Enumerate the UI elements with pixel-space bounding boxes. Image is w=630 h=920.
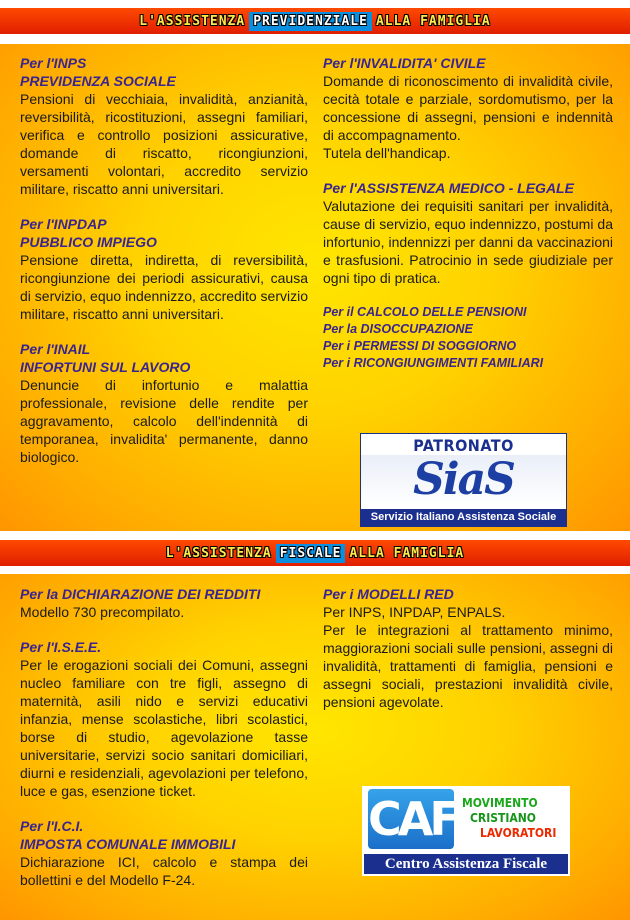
inps-body: Pensioni di vecchiaia, invalidità, anzianità, reversibilità, ricostituzioni, assegni familiari, verifica e controllo posizioni assicurative, domande di riscatto, ricongiunzioni, versamenti volontari, accredito servizio militare, riscatto anni universitari.: [20, 91, 308, 197]
section-red: [323, 585, 613, 711]
patronato-sias-logo: [360, 433, 567, 527]
inpdap-heading: Per l'INPDAP: [20, 216, 107, 232]
inpdap-subheading: PUBBLICO IMPIEGO: [20, 234, 157, 250]
column-previdenziale-left: [20, 54, 308, 466]
extra-service-item: Per i PERMESSI DI SOGGIORNO: [323, 339, 517, 353]
medico-heading: Per l'ASSISTENZA MEDICO - LEGALE: [323, 180, 574, 196]
caf-logo-bottom: Centro Assistenza Fiscale: [364, 854, 568, 874]
inail-subheading: INFORTUNI SUL LAVORO: [20, 359, 191, 375]
banner-fiscale: [0, 540, 630, 566]
inpdap-body: Pensione diretta, indiretta, di reversibilità, ricongiunzione dei periodi assicurativi, causa di servizio, equo indennizzo, accredito servizio militare, riscatto anni universitari.: [20, 252, 308, 322]
redditi-body: Modello 730 precompilato.: [20, 604, 185, 620]
red-heading: Per i MODELLI RED: [323, 586, 454, 602]
ici-subheading: IMPOSTA COMUNALE IMMOBILI: [20, 836, 236, 852]
mcl-logo-text: [462, 796, 568, 841]
column-fiscale-right: [323, 585, 613, 711]
banner-previdenziale-highlight: PREVIDENZIALE: [249, 12, 372, 31]
banner-previdenziale-post: ALLA FAMIGLIA: [375, 13, 491, 29]
mcl-line-2: CRISTIANO: [470, 811, 536, 825]
medico-body: Valutazione dei requisiti sanitari per invalidità, cause di servizio, equo indennizzo, postumi da infortunio, indennizzi per danni da vaccinazioni e trasfusioni. Patrocinio in sede giudiziale per ogni tipo di pratica.: [323, 198, 613, 286]
banner-previdenziale-pre: L'ASSISTENZA: [139, 13, 246, 29]
caf-mcl-logo: [362, 786, 570, 876]
extra-services-list: [323, 304, 613, 372]
red-body-enti: Per INPS, INPDAP, ENPALS.: [323, 604, 506, 620]
inps-subheading: PREVIDENZA SOCIALE: [20, 73, 176, 89]
section-medico-legale: [323, 179, 613, 287]
extra-service-item: Per la DISOCCUPAZIONE: [323, 322, 473, 336]
invalidita-body-handicap: Tutela dell'handicap.: [323, 145, 451, 161]
red-body: Per le integrazioni al trattamento minimo, maggiorazioni sociali sulle pensioni, assegni di invalidità, trattamenti di famiglia, pensioni e assegni sociali, prestazioni invalidità civile, pensioni agevolate.: [323, 622, 613, 710]
mcl-line-3: LAVORATORI: [480, 826, 557, 840]
section-inail: [20, 340, 308, 466]
extra-service-item: Per i RICONGIUNGIMENTI FAMILIARI: [323, 356, 544, 370]
banner-fiscale-post: ALLA FAMIGLIA: [349, 545, 465, 561]
isee-heading: Per l'I.S.E.E.: [20, 639, 102, 655]
inps-heading: Per l'INPS: [20, 55, 87, 71]
banner-previdenziale: [0, 8, 630, 34]
caf-logo-mark: CAF: [368, 789, 454, 849]
redditi-heading: Per la DICHIARAZIONE DEI REDDITI: [20, 586, 261, 602]
column-previdenziale-right: [323, 54, 613, 372]
isee-body: Per le erogazioni sociali dei Comuni, assegni nucleo familiare con tre figli, assegno di maternità, asili nido e servizi educativi infanzia, mense scolastiche, libri scolastici, borse di studio, agevolazione tasse universitarie, servizi socio sanitari domiciliari, diurni e residenziali, agevolazioni per telefono, luce e gas, esenzione ticket.: [20, 657, 308, 799]
section-inps: [20, 54, 308, 198]
column-fiscale-left: [20, 585, 308, 889]
banner-fiscale-pre: L'ASSISTENZA: [165, 545, 272, 561]
sias-logo-top: PATRONATO: [413, 436, 514, 455]
ici-body: Dichiarazione ICI, calcolo e stampa dei bollettini e del Modello F-24.: [20, 854, 308, 888]
extra-service-item: Per il CALCOLO DELLE PENSIONI: [323, 305, 527, 319]
section-ici: [20, 817, 308, 889]
banner-fiscale-highlight: FISCALE: [276, 544, 346, 563]
sias-logo-mark: [361, 455, 566, 505]
section-isee: [20, 638, 308, 800]
invalidita-heading: Per l'INVALIDITA' CIVILE: [323, 55, 486, 71]
inail-body: Denuncie di infortunio e malattia professionale, revisione delle rendite per aggravamento, calcolo dell'indennità di temporanea, invalidita' permanente, danno biologico.: [20, 377, 308, 465]
mcl-line-1: MOVIMENTO: [462, 796, 538, 810]
section-invalidita: [323, 54, 613, 162]
sias-logo-bottom: Servizio Italiano Assistenza Sociale: [361, 509, 566, 526]
ici-heading: Per l'I.C.I.: [20, 818, 84, 834]
inail-heading: Per l'INAIL: [20, 341, 91, 357]
section-redditi: [20, 585, 308, 621]
invalidita-body: Domande di riconoscimento di invalidità civile, cecità totale e parziale, sordomutismo, per la concessione di assegni, pensioni e indennità di accompagnamento.: [323, 73, 613, 143]
sias-logo-mark-text: SiaS: [413, 454, 514, 505]
section-inpdap: [20, 215, 308, 323]
